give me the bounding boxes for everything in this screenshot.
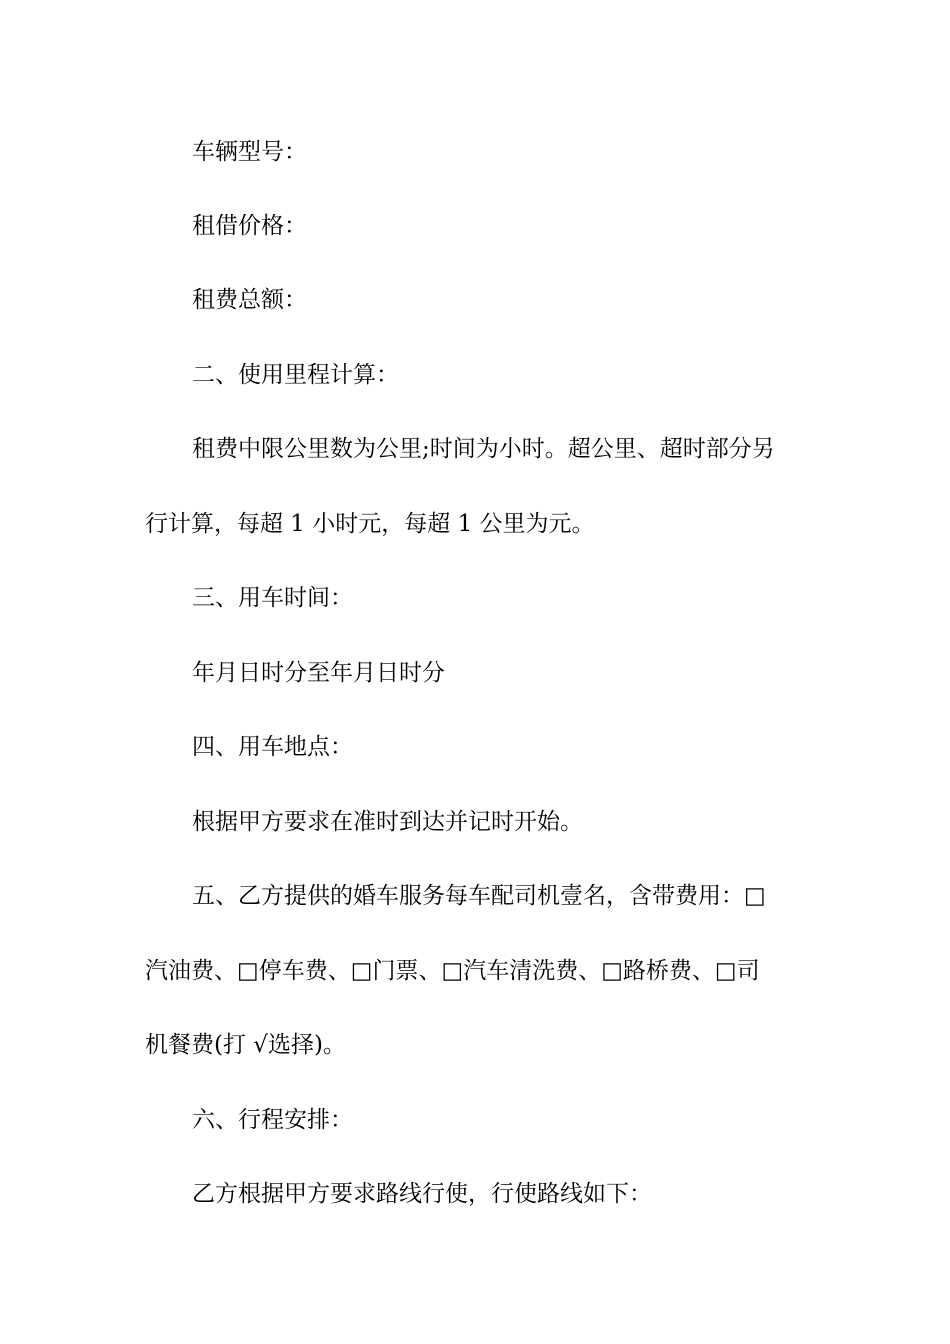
section-5-line-1: 五、乙方提供的婚车服务每车配司机壹名，含带费用：□ — [192, 883, 766, 909]
section-5-line-2: 汽油费、□停车费、□门票、□汽车清洗费、□路桥费、□司 — [145, 958, 760, 984]
route-line: 乙方根据甲方要求路线行使，行使路线如下： — [192, 1181, 652, 1207]
usage-location-line: 根据甲方要求在准时到达并记时开始。 — [192, 809, 583, 835]
rental-total-line: 租费总额： — [192, 287, 307, 313]
section-6-heading: 六、行程安排： — [192, 1107, 353, 1133]
section-5-line-3: 机餐费(打 √选择)。 — [145, 1032, 346, 1058]
section-2-heading: 二、使用里程计算： — [192, 362, 399, 388]
section-3-heading: 三、用车时间： — [192, 585, 353, 611]
vehicle-model-line: 车辆型号： — [192, 139, 307, 165]
mileage-paragraph-line-1: 租费中限公里数为公里;时间为小时。超公里、超时部分另 — [192, 436, 775, 462]
rental-price-line: 租借价格： — [192, 213, 307, 239]
usage-time-line: 年月日时分至年月日时分 — [192, 660, 445, 686]
mileage-paragraph-line-2: 行计算，每超 1 小时元，每超 1 公里为元。 — [145, 511, 595, 537]
section-4-heading: 四、用车地点： — [192, 734, 353, 760]
